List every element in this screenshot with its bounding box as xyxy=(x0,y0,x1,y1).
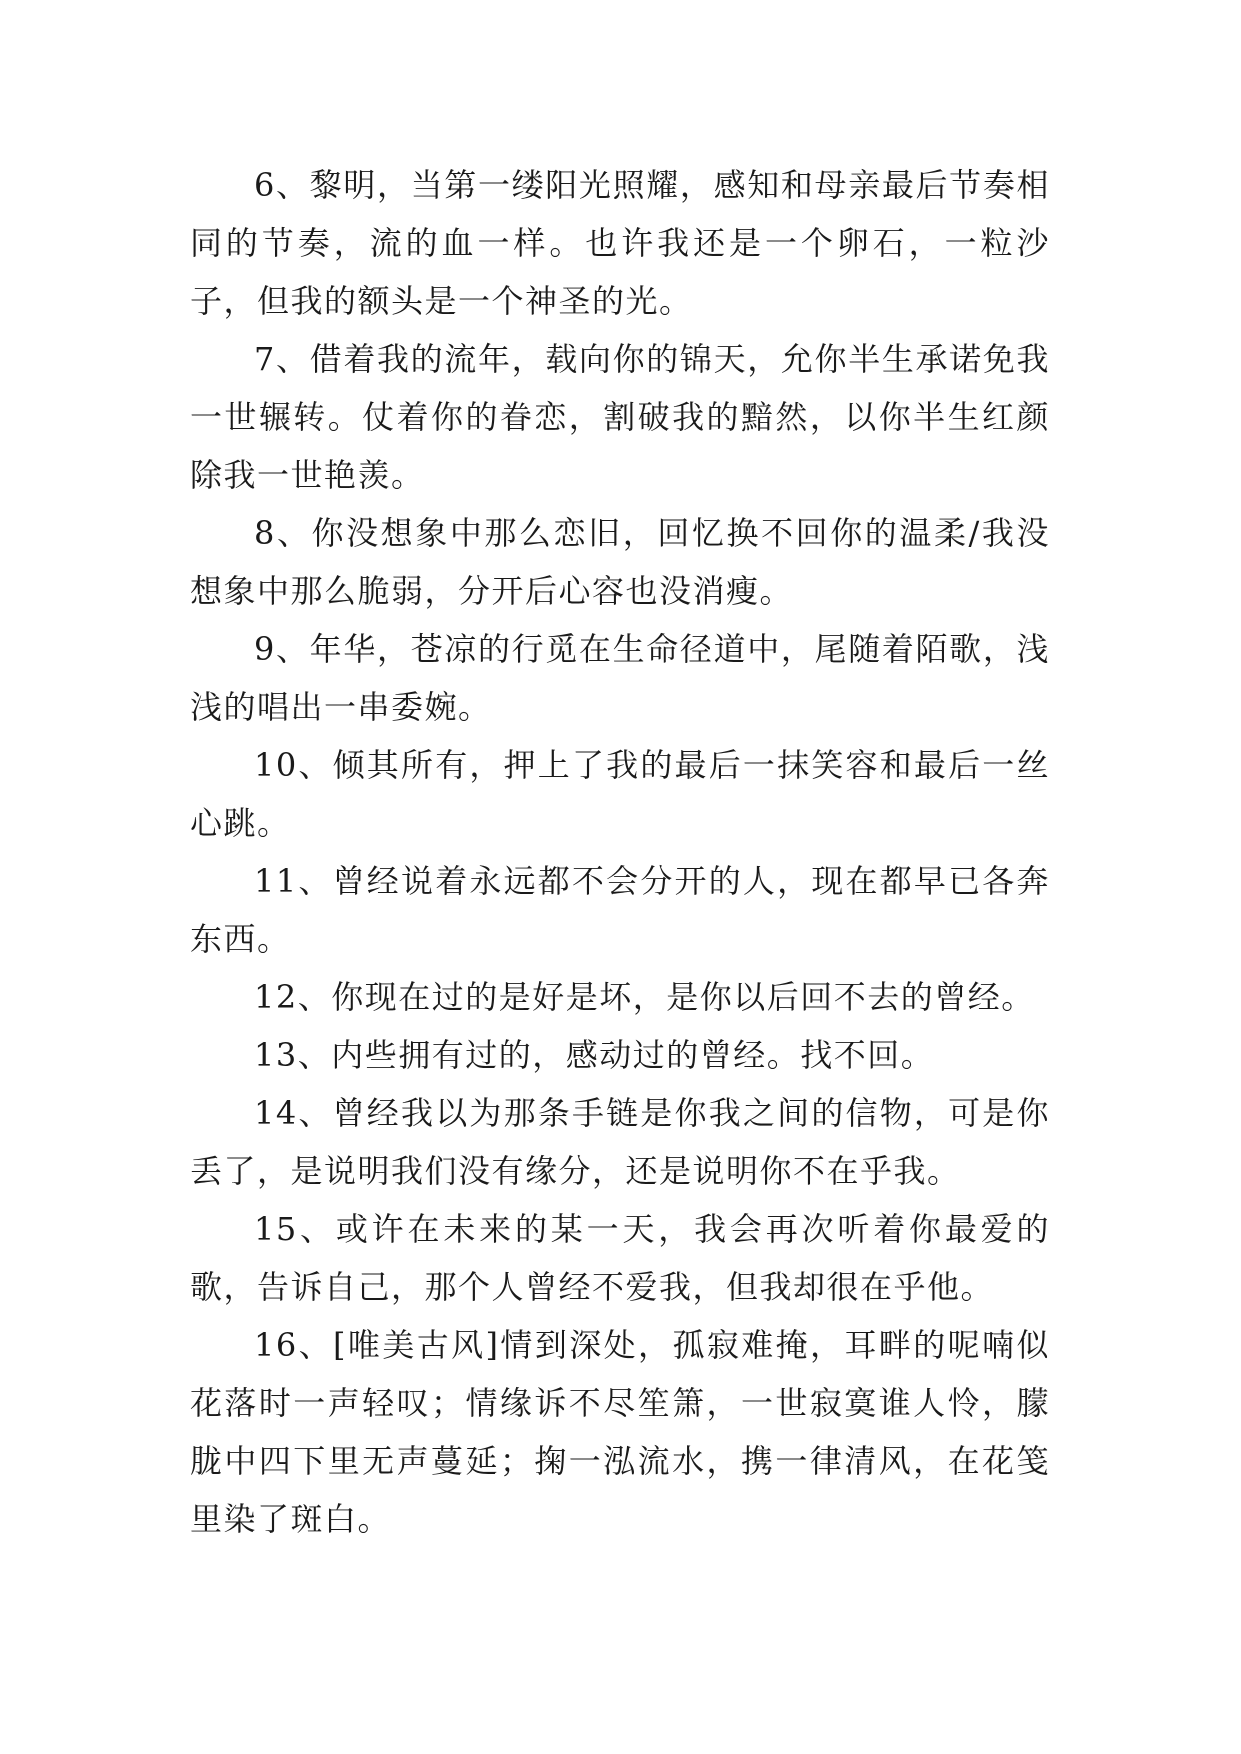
paragraph-6: 6、黎明，当第一缕阳光照耀，感知和母亲最后节奏相同的节奏，流的血一样。也许我还是一个卵石，一粒沙子，但我的额头是一个神圣的光。 xyxy=(190,166,1050,320)
paragraph-15: 15、或许在未来的某一天，我会再次听着你最爱的歌，告诉自己，那个人曾经不爱我，但我却很在乎他。 xyxy=(190,1210,1050,1306)
paragraph-9: 9、年华，苍凉的行觅在生命径道中，尾随着陌歌，浅浅的唱出一串委婉。 xyxy=(190,630,1050,726)
paragraph-14: 14、曾经我以为那条手链是你我之间的信物，可是你丢了，是说明我们没有缘分，还是说明你不在乎我。 xyxy=(190,1094,1050,1190)
paragraph-13: 13、内些拥有过的，感动过的曾经。找不回。 xyxy=(254,1036,935,1074)
paragraph-10: 10、倾其所有，押上了我的最后一抹笑容和最后一丝心跳。 xyxy=(190,746,1050,842)
paragraph-7: 7、借着我的流年，载向你的锦天，允你半生承诺免我一世辗转。仗着你的眷恋，割破我的黯然，以你半生红颜除我一世艳羡。 xyxy=(190,340,1050,494)
document-body xyxy=(190,156,1050,1548)
paragraph-12: 12、你现在过的是好是坏，是你以后回不去的曾经。 xyxy=(254,978,1035,1016)
paragraph-8: 8、你没想象中那么恋旧，回忆换不回你的温柔/我没想象中那么脆弱，分开后心容也没消瘦。 xyxy=(190,514,1050,610)
paragraph-11: 11、曾经说着永远都不会分开的人，现在都早已各奔东西。 xyxy=(190,862,1050,958)
paragraph-16: 16、[唯美古风]情到深处，孤寂难掩，耳畔的呢喃似花落时一声轻叹；情缘诉不尽笙箫，一世寂寞谁人怜，朦胧中四下里无声蔓延；掬一泓流水，携一律清风，在花笺里染了斑白。 xyxy=(190,1326,1050,1538)
